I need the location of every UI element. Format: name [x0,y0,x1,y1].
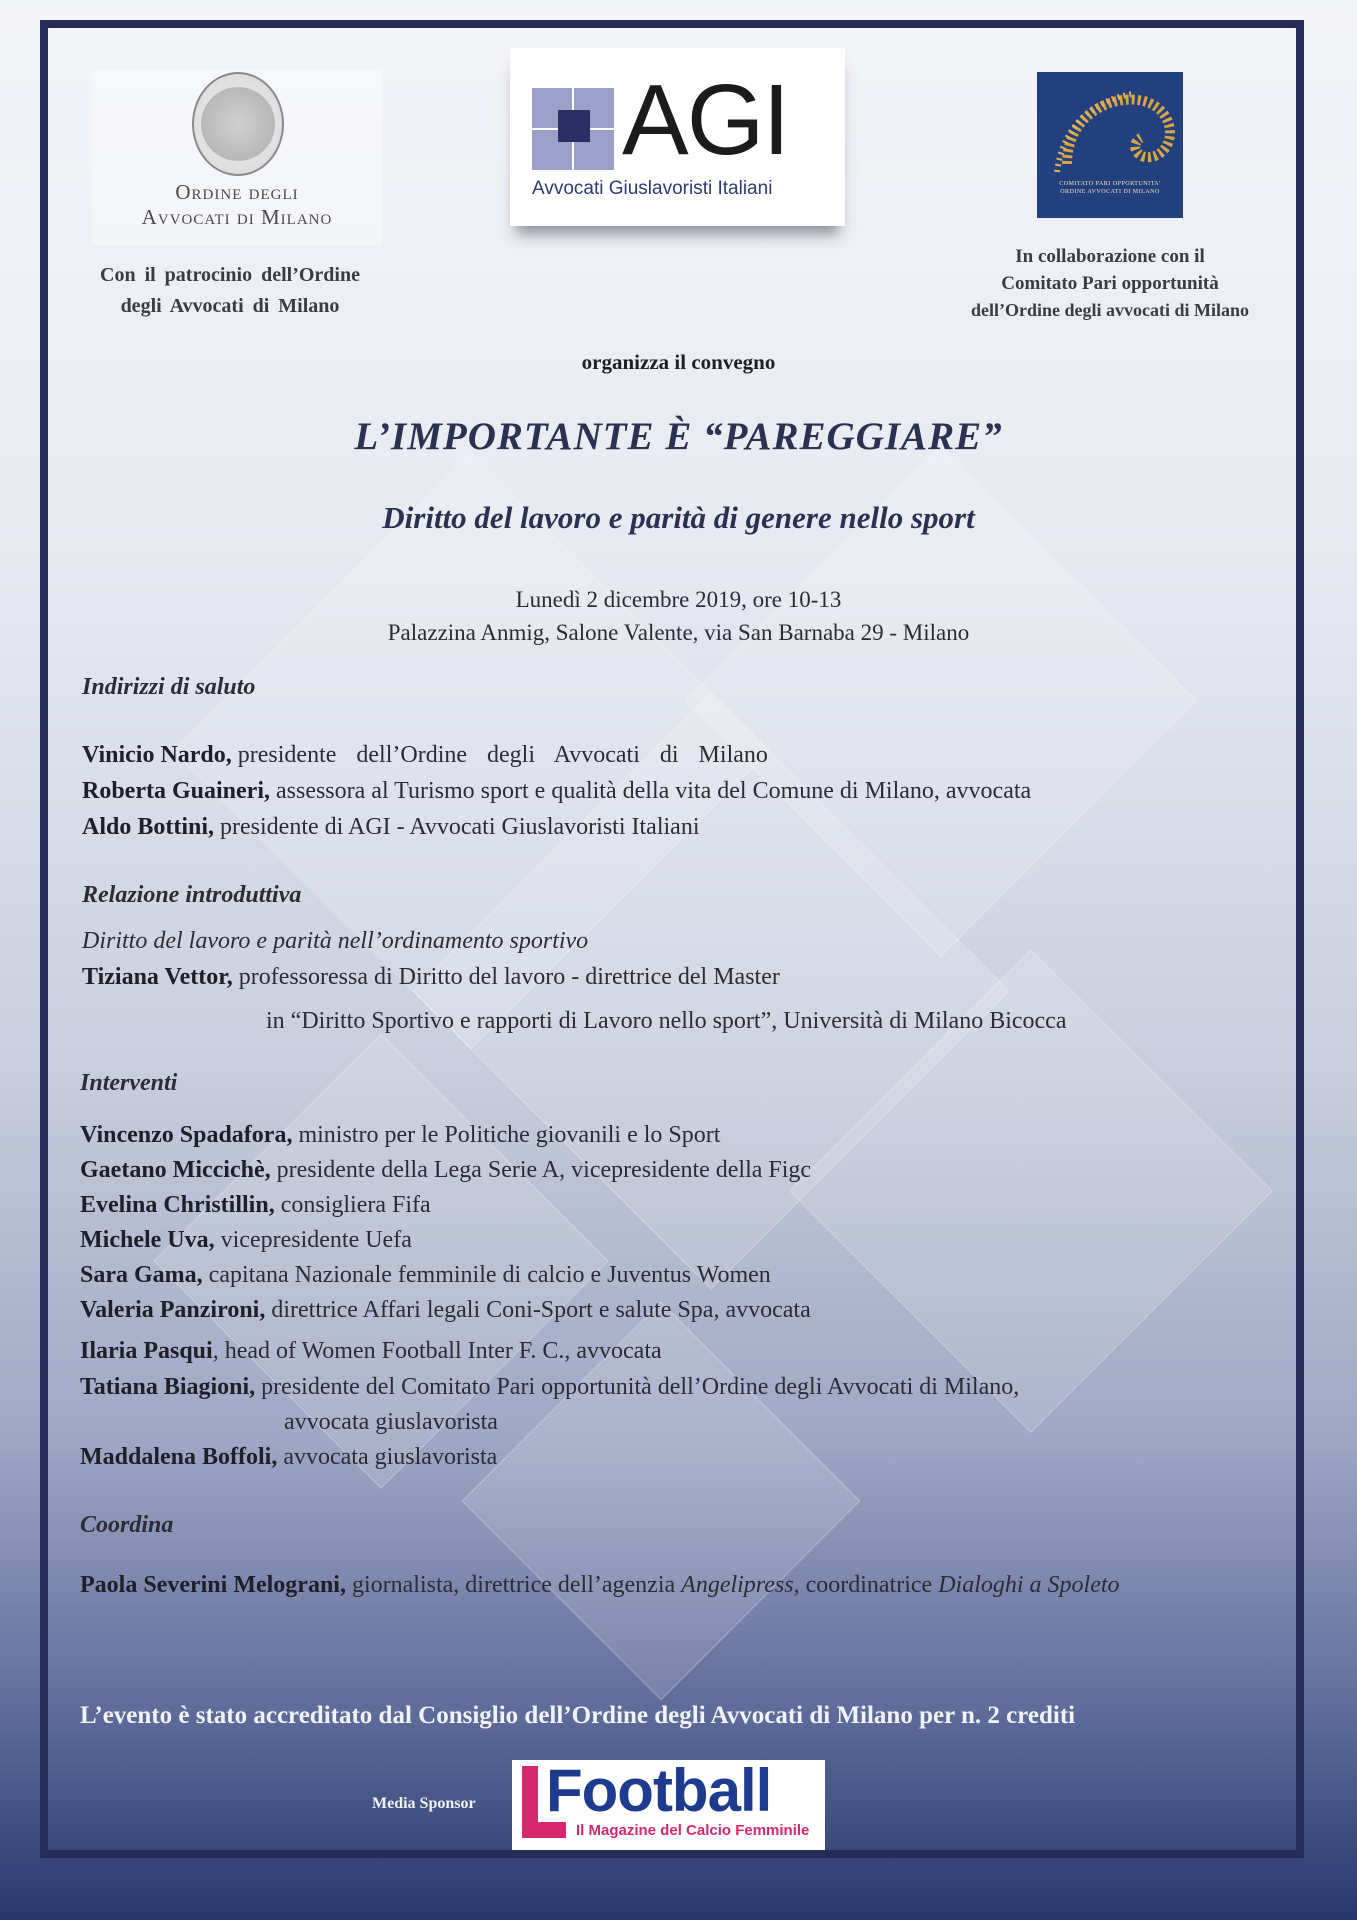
speaker-role: giornalista, direttrice dell’agenzia [351,1572,676,1598]
speaker-role: presidente della Lega Serie A, vicepresidente della Figc [276,1157,812,1183]
coordina-heading: Coordina [80,1512,174,1538]
speaker-role: vicepresidente Uefa [220,1227,412,1253]
agi-logo-text: AGI [622,64,789,176]
interventi-item [80,1338,662,1365]
speaker-name: Evelina Christillin, [80,1192,275,1218]
speaker-name: Maddalena Boffoli, [80,1444,278,1470]
relazione-topic: Diritto del lavoro e parità nell’ordinamento sportivo [82,928,589,954]
speaker-name: Vinicio Nardo, [82,742,232,768]
ordine-logo-line: Ordine degli [175,180,299,204]
ordine-milano-logo [92,70,382,245]
collaboration-text [925,243,1295,324]
interventi-item [80,1374,1019,1401]
interventi-item [80,1262,771,1289]
interventi-item [80,1227,412,1254]
speaker-name: Paola Severini Melograni, [80,1572,346,1598]
speaker-role: assessora al Turismo sport e qualità della vita del Comune di Milano, avvocata [275,778,1032,804]
agency-name: Angelipress, [681,1572,800,1598]
speaker-name: Gaetano Miccichè, [80,1157,271,1183]
media-sponsor-label: Media Sponsor [372,1795,476,1812]
saluti-item [82,778,1031,805]
patrocinio-line: degli Avvocati di Milano [120,295,340,317]
seal-icon [192,72,284,176]
agi-logo-subtitle: Avvocati Giuslavoristi Italiani [532,178,773,199]
speaker-name: Vincenzo Spadafora, [80,1122,293,1148]
speaker-role: professoressa di Diritto del lavoro - direttrice del Master [238,964,780,990]
event-date-venue [0,583,1357,649]
event-subtitle: Diritto del lavoro e parità di genere nello sport [382,500,975,535]
speaker-name: Tiziana Vettor, [82,964,233,990]
cpo-logo [1037,72,1183,218]
speaker-name: Aldo Bottini, [82,814,215,840]
event-title: L’IMPORTANTE È “PAREGGIARE” [354,415,1003,458]
speaker-name: Roberta Guaineri, [82,778,270,804]
speaker-name: Sara Gama, [80,1262,203,1288]
interventi-item [80,1297,811,1324]
lfootball-word: Football [546,1757,772,1824]
relazione-speaker [82,964,780,991]
patrocinio-line: Con il patrocinio dell’Ordine [100,264,360,286]
interventi-item [80,1192,431,1219]
event-venue: Palazzina Anmig, Salone Valente, via San Barnaba 29 - Milano [387,620,970,645]
interventi-item [80,1122,720,1149]
lfootball-subtitle: Il Magazine del Calcio Femminile [576,1822,810,1839]
interventi-item [80,1444,497,1471]
collab-line: In collaborazione con il [1015,246,1205,267]
collab-line: Comitato Pari opportunità [1001,273,1219,294]
saluti-item [82,742,768,769]
speaker-name: Ilaria Pasqui [80,1338,213,1364]
agi-logo [510,48,845,226]
program-name: Dialoghi a Spoleto [938,1572,1120,1598]
patrocinio-text [60,260,400,322]
saluti-item [82,814,699,841]
speaker-role: consigliera Fifa [280,1192,431,1218]
speaker-role: presidente del Comitato Pari opportunità dell’Ordine degli Avvocati di Milano, [261,1374,1020,1400]
speaker-role: presidente dell’Ordine degli Avvocati di Milano [237,742,768,768]
cpo-logo-line: ORDINE AVVOCATI DI MILANO [1060,189,1160,195]
interventi-item [80,1157,811,1184]
lfootball-logo [512,1757,825,1850]
speaker-role: coordinatrice [805,1572,933,1598]
cpo-logo-line: COMITATO PARI OPPORTUNITA' [1059,181,1161,187]
speaker-role: ministro per le Politiche giovanili e lo Sport [298,1122,721,1148]
interventi-item-cont: avvocata giuslavorista [284,1409,498,1435]
organizza-text: organizza il convegno [581,350,776,374]
speaker-role: avvocata giuslavorista [283,1444,498,1470]
speaker-role: , head of Women Football Inter F. C., avvocata [212,1338,662,1364]
speaker-name: Michele Uva, [80,1227,215,1253]
speaker-role: direttrice Affari legali Coni-Sport e salute Spa, avvocata [271,1297,811,1323]
relazione-heading: Relazione introduttiva [82,882,302,908]
collab-line: dell’Ordine degli avvocati di Milano [971,300,1249,320]
coordina-item [80,1572,1120,1599]
speaker-name: Tatiana Biagioni, [80,1374,256,1400]
relazione-role-cont: in “Diritto Sportivo e rapporti di Lavoro nello sport”, Università di Milano Bicocca [266,1008,1067,1034]
spiral-icon [1037,72,1183,218]
speaker-name: Valeria Panzironi, [80,1297,266,1323]
accreditation-text: L’evento è stato accreditato dal Consiglio dell’Ordine degli Avvocati di Milano per n. 2 crediti [80,1702,1076,1729]
event-date: Lunedì 2 dicembre 2019, ore 10-13 [515,587,842,612]
interventi-heading: Interventi [80,1070,178,1096]
saluti-heading: Indirizzi di saluto [82,674,256,700]
speaker-role: capitana Nazionale femminile di calcio e Juventus Women [208,1262,771,1288]
ordine-logo-line: Avvocati di Milano [141,205,333,229]
speaker-role: presidente di AGI - Avvocati Giuslavoristi Italiani [220,814,700,840]
